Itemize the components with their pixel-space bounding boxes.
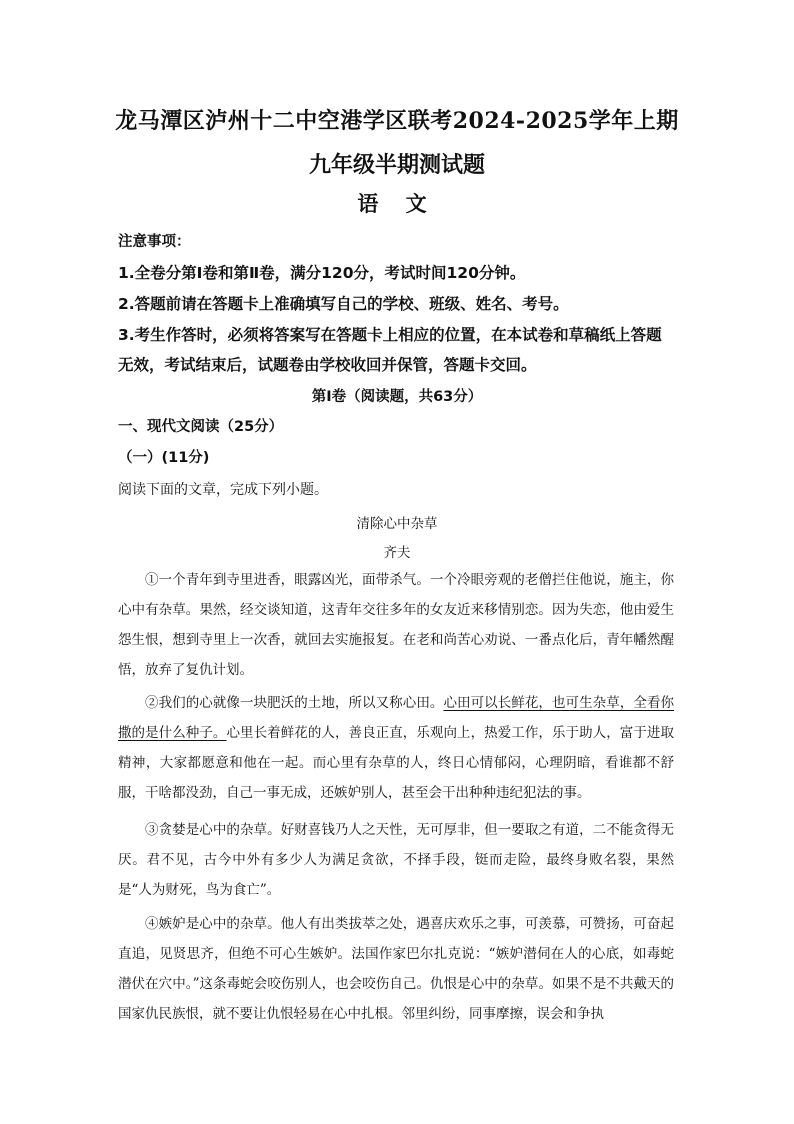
paragraph-2-start: ②我们的心就像一块肥沃的土地，所以又称心田。 [145, 695, 444, 711]
notice-item-1: 1.全卷分第Ⅰ卷和第Ⅱ卷，满分120分，考试时间120分钟。 [118, 264, 526, 282]
article-paragraph-3: ③贪婪是心中的杂草。好财喜钱乃人之天性，无可厚非，但一要取之有道，二不能贪得无厌。君不见，古今中外有多少人为满足贪欲，不择手段，铤而走险，最终身败名裂，果然是“人为财死，鸟为食亡”。 [118, 822, 674, 898]
article-paragraph-4: ④嫉妒是心中的杂草。他人有出类拔萃之处，遇喜庆欢乐之事，可羡慕，可赞扬，可奋起直追，见贤思齐，但绝不可心生嫉妒。法国作家巴尔扎克说：“嫉妒潜伺在人的心底，如毒蛇潜伏在穴中。”这条毒蛇会咬伤别人，也会咬伤自己。仇恨是心中的杂草。如果不是不共戴天的国家仇民族恨，就不要让仇恨轻易在心中扎根。邻里纠纷，同事摩擦，误会和争执 [118, 916, 674, 1022]
paragraph-2-rest: 心里长着鲜花的人，善良正直，乐观向上，热爱工作，乐于助人，富于进取精神，大家都愿意和他在一起。而心里有杂草的人，终日心情郁闷，心理阴暗，看谁都不舒服，干啥都没劲，自己一事无成，还嫉妒别人，甚至会干出种种违纪犯法的事。 [118, 725, 674, 801]
article-paragraph-1: ①一个青年到寺里进香，眼露凶光，面带杀气。一个冷眼旁观的老僧拦住他说，施主，你心中有杂草。果然，经交谈知道，这青年交往多年的女友近来移情别恋。因为失恋，他由爱生怨生恨，想到寺里上一次香，就回去实施报复。在老和尚苦心劝说、一番点化后，青年幡然醒悟，放弃了复仇计划。 [118, 572, 674, 678]
notice-item-3-line1: 3.考生作答时，必须将答案写在答题卡上相应的位置，在本试卷和草稿纸上答题 [118, 326, 662, 344]
article-title: 清除心中杂草 [356, 516, 438, 532]
notice-item-3-line2: 无效，考试结束后，试题卷由学校收回并保管，答题卡交回。 [118, 356, 537, 374]
notice-heading: 注意事项： [118, 234, 191, 250]
article-paragraph-2 [118, 688, 674, 808]
reading-instruction: 阅读下面的文章，完成下列小题。 [118, 482, 328, 498]
exam-title-line2: 九年级半期测试题 [308, 152, 485, 178]
subject-title: 语 文 [357, 191, 437, 216]
subsection1-heading: （一）(11分) [118, 450, 210, 466]
paragraph-2-underlined-sentence: 心田可以长鲜花，也可生杂草，全看你撒的是什么种子。 [118, 695, 675, 741]
notice-item-2: 2.答题前请在答题卡上准确填写自己的学校、班级、姓名、考号。 [118, 295, 569, 313]
article-author: 齐夫 [383, 545, 411, 561]
section1-heading: 一、现代文阅读（25分） [118, 419, 284, 435]
exam-title-line1: 龙马潭区泸州十二中空港学区联考2024-2025学年上期 [115, 108, 679, 134]
part1-heading: 第Ⅰ卷（阅读题，共63分） [311, 389, 483, 405]
